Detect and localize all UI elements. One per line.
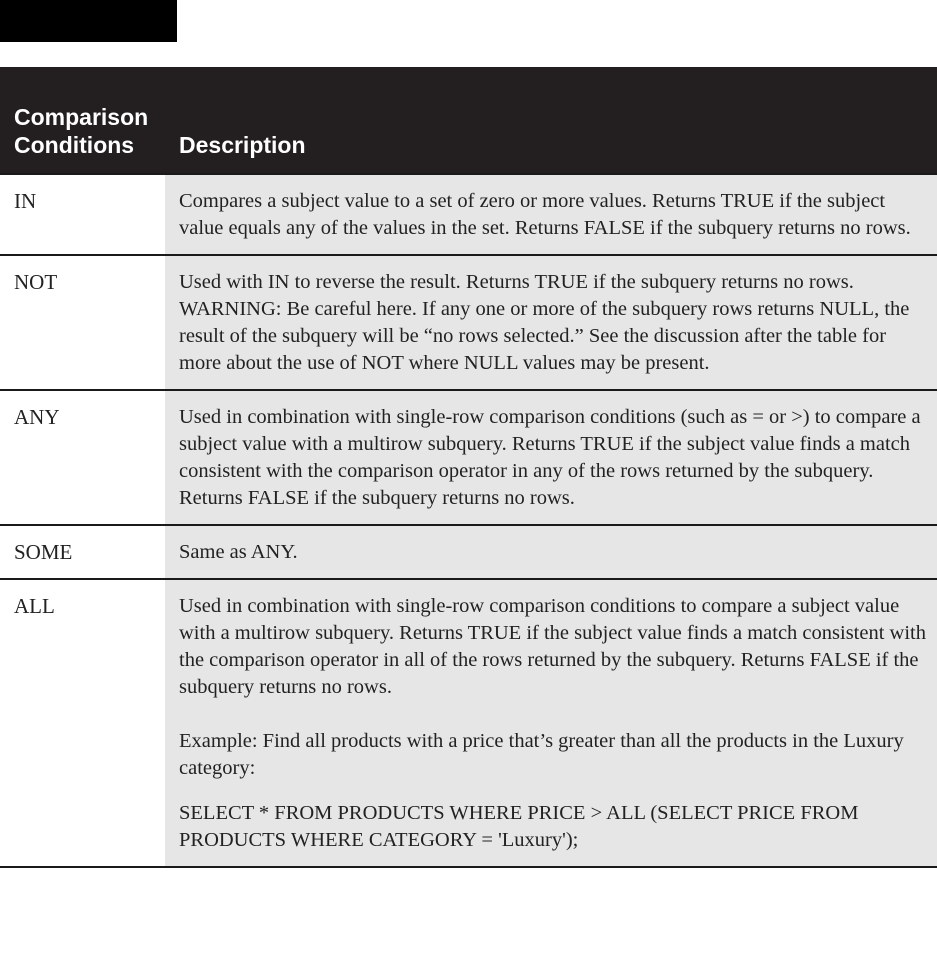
description-text: Used with IN to reverse the result. Returns TRUE if the subquery returns no rows. WARNING: Be careful here. If any one or more of the subquery rows returns NULL, the result of the subquery will be “no rows selected.” See the discussion after the table for more about the use of NOT where NULL values may be present. <box>179 271 910 374</box>
condition-cell: ALL <box>0 580 165 866</box>
description-cell <box>165 580 937 866</box>
header-condition-line2: Conditions <box>14 132 135 158</box>
header-condition-line1: Comparison <box>14 104 149 130</box>
example-text: Example: Find all products with a price that’s greater than all the products in the Luxury category: <box>179 730 904 779</box>
table-row-any <box>0 389 937 524</box>
header-description: Description <box>179 132 306 158</box>
table-row-all <box>0 578 937 866</box>
table-row-not <box>0 254 937 389</box>
condition-cell: IN <box>0 175 165 254</box>
description-text: Used in combination with single-row comparison conditions (such as = or >) to compare a subject value with a multirow subquery. Returns TRUE if the subject value finds a match consistent with the comparison operator in any of the rows returned by the subquery. Returns FALSE if the subquery returns no rows. <box>179 406 921 509</box>
table-row-in <box>0 173 937 254</box>
description-text: Used in combination with single-row comparison conditions to compare a subject value with a multirow subquery. Returns TRUE if the subject value finds a match consistent with the comparison operator in all of the rows returned by the subquery. Returns FALSE if the subquery returns no rows. <box>179 595 926 698</box>
table-row-some <box>0 524 937 578</box>
condition-cell: ANY <box>0 391 165 524</box>
header-comparison-conditions <box>0 103 165 159</box>
description-text: Compares a subject value to a set of zero or more values. Returns TRUE if the subject value equals any of the values in the set. Returns FALSE if the subquery returns no rows. <box>179 190 911 239</box>
description-cell <box>165 256 937 389</box>
description-cell <box>165 175 937 254</box>
sql-example: SELECT * FROM PRODUCTS WHERE PRICE > ALL (SELECT PRICE FROM PRODUCTS WHERE CATEGORY = 'Luxury'); <box>179 802 859 851</box>
table-label-bar <box>0 0 177 42</box>
condition-cell: SOME <box>0 526 165 578</box>
comparison-conditions-table <box>0 67 937 868</box>
description-text: Same as ANY. <box>179 541 298 563</box>
description-cell <box>165 526 937 578</box>
table-header <box>0 67 937 173</box>
description-cell <box>165 391 937 524</box>
condition-cell: NOT <box>0 256 165 389</box>
